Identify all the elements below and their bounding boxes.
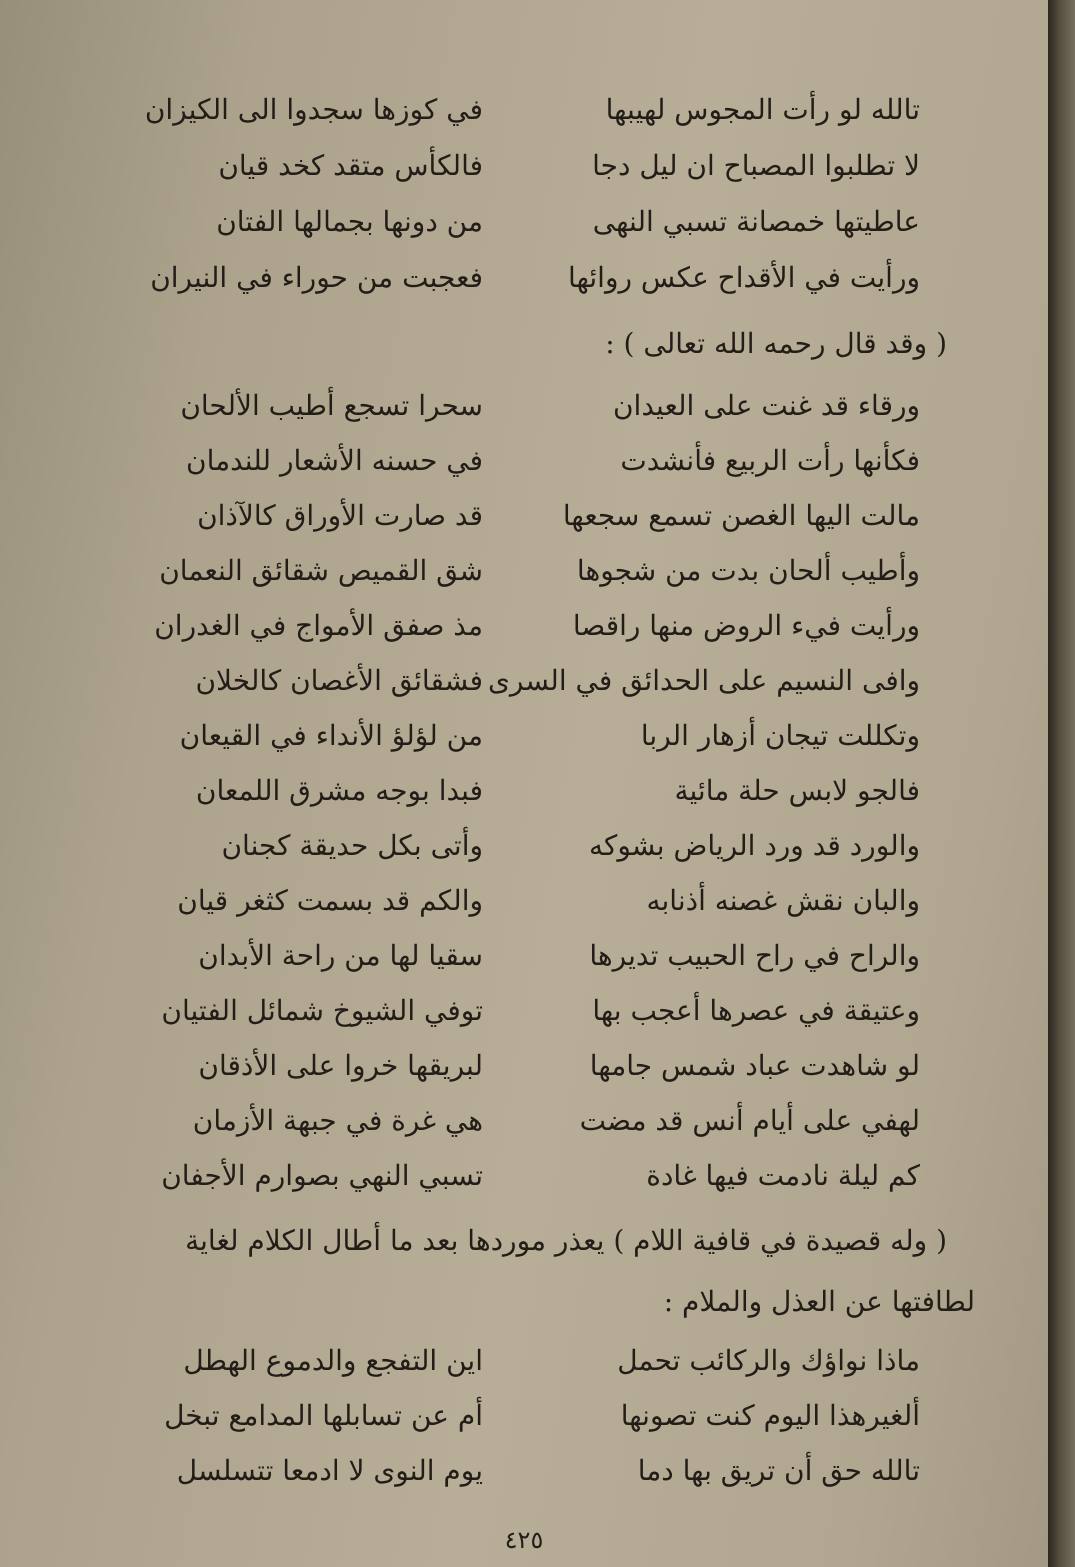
verse-second-hemistich: فبدا بوجه مشرق اللمعان <box>195 774 483 807</box>
verse-first-hemistich: والراح في راح الحبيب تديرها <box>589 939 920 972</box>
verse-line <box>0 433 1048 489</box>
section-intro-line: ( وله قصيدة في قافية اللام ) يعذر موردها بعد ما أطال الكلام لغاية <box>185 1224 947 1257</box>
verse-first-hemistich: ألغيرهذا اليوم كنت تصونها <box>620 1399 920 1432</box>
verse-first-hemistich: لو شاهدت عباد شمس جامها <box>589 1049 920 1082</box>
verse-line <box>0 488 1048 544</box>
verse-second-hemistich: شق القميص شقائق النعمان <box>159 554 483 587</box>
verse-first-hemistich: فكأنها رأت الربيع فأنشدت <box>620 444 920 477</box>
verse-first-hemistich: ورقاء قد غنت على العيدان <box>612 389 920 422</box>
verse-first-hemistich: وعتيقة في عصرها أعجب بها <box>592 994 920 1027</box>
verse-first-hemistich: تالله لو رأت المجوس لهيبها <box>605 93 920 126</box>
verse-second-hemistich: من لؤلؤ الأنداء في القيعان <box>179 719 483 752</box>
verse-first-hemistich: مالت اليها الغصن تسمع سجعها <box>562 499 920 532</box>
verse-second-hemistich: سحرا تسجع أطيب الألحان <box>180 389 483 422</box>
verse-first-hemistich: لا تطلبوا المصباح ان ليل دجا <box>592 149 920 182</box>
section-intro-line: لطافتها عن العذل والملام : <box>663 1285 975 1318</box>
verse-line <box>0 378 1048 434</box>
verse-first-hemistich: وتكللت تيجان أزهار الربا <box>640 719 920 752</box>
verse-line <box>0 708 1048 764</box>
verse-line <box>0 818 1048 874</box>
verse-first-hemistich: ورأيت في الأقداح عكس روائها <box>567 261 920 294</box>
verse-first-hemistich: ماذا نواؤك والركائب تحمل <box>617 1344 920 1377</box>
section-intro: ( وقد قال رحمه الله تعالى ) : <box>605 327 947 360</box>
verse-second-hemistich: أم عن تسابلها المدامع تبخل <box>164 1399 483 1432</box>
verse-line <box>0 1093 1048 1149</box>
verse-second-hemistich: قد صارت الأوراق كالآذان <box>197 499 483 532</box>
verse-line <box>0 653 1048 709</box>
verse-second-hemistich: فعجبت من حوراء في النيران <box>150 261 483 294</box>
verse-line <box>0 1443 1048 1499</box>
verse-line <box>0 250 1048 306</box>
verse-first-hemistich: وافى النسيم على الحدائق في السرى <box>487 664 920 697</box>
verse-second-hemistich: توفي الشيوخ شمائل الفتيان <box>161 994 483 1027</box>
verse-second-hemistich: تسبي النهي بصوارم الأجفان <box>161 1159 483 1192</box>
verse-first-hemistich: فالجو لابس حلة مائية <box>674 774 920 807</box>
verse-second-hemistich: في حسنه الأشعار للندمان <box>186 444 483 477</box>
verse-line <box>0 138 1048 194</box>
verse-second-hemistich: من دونها بجمالها الفتان <box>216 205 483 238</box>
verse-line <box>0 928 1048 984</box>
verse-second-hemistich: في كوزها سجدوا الى الكيزان <box>144 93 483 126</box>
verse-first-hemistich: والورد قد ورد الرياض بشوكه <box>589 829 920 862</box>
verse-line <box>0 983 1048 1039</box>
verse-line <box>0 543 1048 599</box>
verse-first-hemistich: وأطيب ألحان بدت من شجوها <box>576 554 920 587</box>
verse-second-hemistich: والكم قد بسمت كثغر قيان <box>177 884 483 917</box>
verse-second-hemistich: لبريقها خروا على الأذقان <box>198 1049 483 1082</box>
verse-first-hemistich: ورأيت فيء الروض منها راقصا <box>572 609 920 642</box>
verse-second-hemistich: يوم النوى لا ادمعا تتسلسل <box>176 1454 483 1487</box>
verse-first-hemistich: تالله حق أن تريق بها دما <box>637 1454 920 1487</box>
verse-first-hemistich: لهفي على أيام أنس قد مضت <box>579 1104 920 1137</box>
verse-second-hemistich: وأتى بكل حديقة كجنان <box>221 829 483 862</box>
verse-second-hemistich: مذ صفق الأمواج في الغدران <box>154 609 483 642</box>
verse-first-hemistich: والبان نقش غصنه أذنابه <box>646 884 920 917</box>
verse-line <box>0 1148 1048 1204</box>
verse-line <box>0 1388 1048 1444</box>
page-number: ٤٢٥ <box>504 1526 544 1554</box>
verse-second-hemistich: اين التفجع والدموع الهطل <box>183 1344 483 1377</box>
verse-first-hemistich: عاطيتها خمصانة تسبي النهى <box>592 205 920 238</box>
verse-second-hemistich: سقيا لها من راحة الأبدان <box>198 939 483 972</box>
book-spine <box>1048 0 1075 1567</box>
verse-second-hemistich: هي غرة في جبهة الأزمان <box>192 1104 483 1137</box>
verse-line <box>0 194 1048 250</box>
verse-line <box>0 82 1048 138</box>
verse-line <box>0 873 1048 929</box>
verse-second-hemistich: فالكأس متقد كخد قيان <box>218 149 483 182</box>
verse-second-hemistich: فشقائق الأغصان كالخلان <box>195 664 483 697</box>
verse-first-hemistich: كم ليلة نادمت فيها غادة <box>646 1159 920 1192</box>
verse-line <box>0 1333 1048 1389</box>
verse-line <box>0 1038 1048 1094</box>
verse-line <box>0 598 1048 654</box>
verse-line <box>0 763 1048 819</box>
